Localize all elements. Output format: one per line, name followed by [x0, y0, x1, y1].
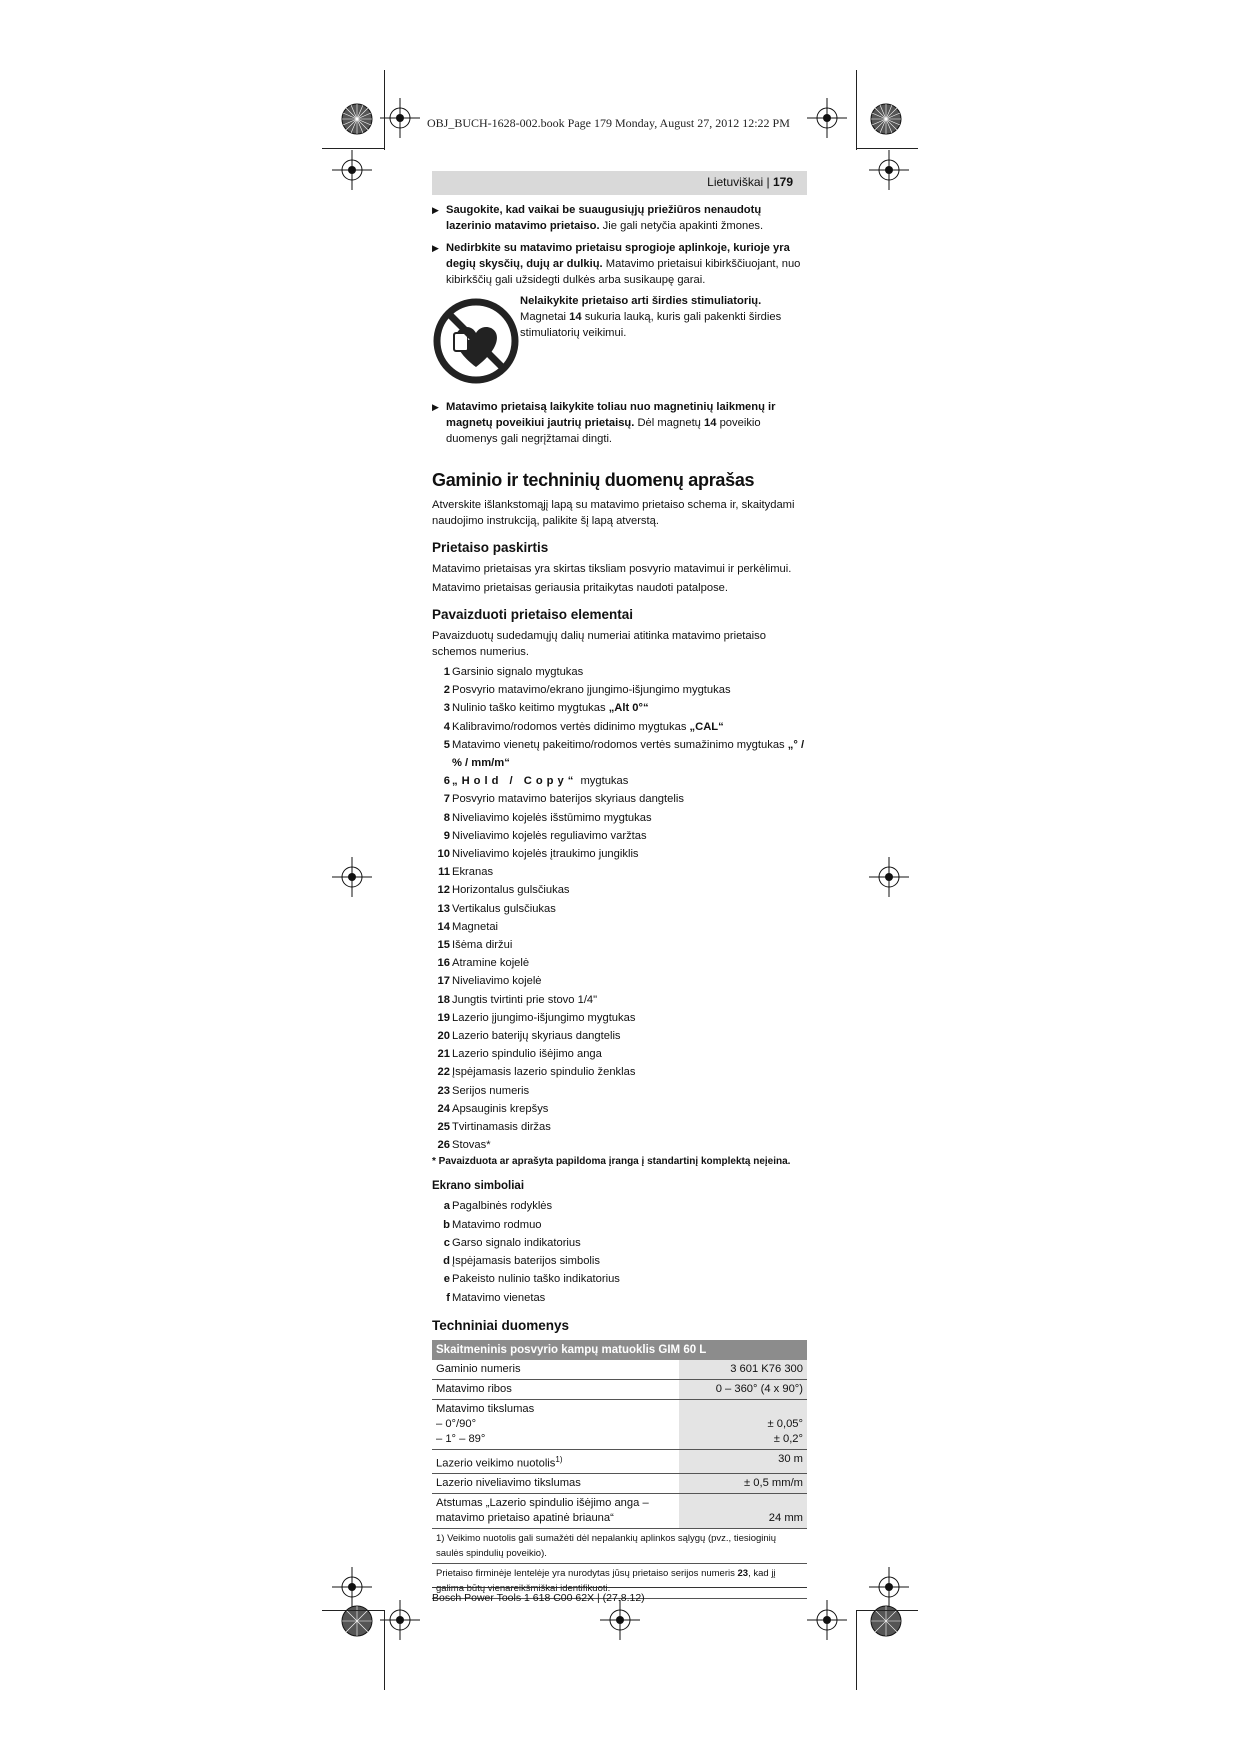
item-text: Pakeisto nulinio taško indikatorius — [452, 1273, 620, 1286]
item-number: 4 — [443, 720, 450, 733]
item-number: 14 — [437, 920, 450, 933]
row-label — [432, 1494, 679, 1529]
crosshair-icon — [332, 857, 372, 897]
item-number: 10 — [437, 848, 450, 861]
item-text: Ekranas — [452, 866, 494, 879]
item-number: 12 — [437, 884, 450, 897]
warning-text: Matavimo prietaisui kibirkščiuojant, nuo kibirkščių gali užsidegti dulkės arba susikaupę garai. — [446, 258, 801, 286]
item-number: 2 — [443, 684, 450, 697]
item-number: 26 — [437, 1139, 450, 1152]
item-text: Matavimo vienetas — [452, 1291, 546, 1304]
note-text: , kad jį galima būtų vienareikšmiškai identifikuoti. — [436, 1568, 776, 1595]
language-label: Lietuviškai — [707, 175, 764, 189]
item-number: b — [443, 1218, 450, 1231]
list-item — [432, 736, 807, 772]
item-number: 6 — [443, 775, 450, 788]
item-number: 20 — [437, 1030, 450, 1043]
warning-item — [432, 240, 807, 288]
print-slug: OBJ_BUCH-1628-002.book Page 179 Monday, August 27, 2012 12:22 PM — [427, 116, 790, 130]
pacemaker-text-post: sukuria lauką, kuris gali pakenkti širdies stimuliatorių veikimui. — [520, 311, 782, 339]
crosshair-icon — [332, 1567, 372, 1607]
trim-line — [856, 70, 857, 150]
display-symbols-list — [432, 1197, 807, 1306]
list-item — [432, 1197, 807, 1215]
item-text: Niveliavimo kojelė — [452, 975, 542, 988]
tech-title: Techniniai duomenys — [432, 1317, 570, 1333]
item-text: Įspėjamasis lazerio spindulio ženklas — [452, 1066, 636, 1079]
item-text: Lazerio spindulio išėjimo anga — [452, 1048, 602, 1061]
item-number: 8 — [443, 811, 450, 824]
item-number: 11 — [438, 866, 450, 879]
crosshair-icon — [869, 150, 909, 190]
item-number: e — [443, 1273, 450, 1286]
item-text: Lazerio įjungimo-išjungimo mygtukas — [452, 1011, 636, 1024]
list-item — [432, 1289, 807, 1307]
list-item — [432, 845, 807, 863]
row-label: Lazerio niveliavimo tikslumas — [432, 1474, 679, 1494]
note-text: Prietaiso firminėje lentelėje yra nurodytas jūsų prietaiso serijos numeris — [436, 1568, 738, 1580]
pacemaker-text — [520, 293, 805, 385]
trim-line — [322, 1610, 384, 1611]
item-text: Atramine kojelė — [452, 957, 530, 970]
table-row — [432, 1474, 807, 1494]
item-text: Niveliavimo kojelės įtraukimo jungiklis — [452, 848, 639, 861]
purpose-title: Prietaiso paskirtis — [432, 540, 549, 555]
item-number: 1 — [443, 666, 450, 678]
purpose-text: Matavimo prietaisas geriausia pritaikytas naudoti patalpose. — [432, 582, 729, 594]
item-text: Išėma diržui — [452, 939, 513, 952]
item-number: c — [443, 1236, 450, 1249]
list-item — [432, 718, 807, 736]
item-number: 15 — [437, 939, 450, 952]
warning-item — [432, 399, 807, 447]
list-item — [432, 772, 807, 790]
warning-item — [432, 202, 807, 234]
section-title: Gaminio ir techninių duomenų aprašas — [432, 470, 755, 490]
item-text: Apsauginis krepšys — [452, 1102, 549, 1115]
item-number: 23 — [437, 1084, 450, 1097]
item-text: Matavimo vienetų pakeitimo/rodomos vertės sumažinimo mygtukas „° / % / mm/m“ — [452, 738, 805, 770]
item-number: 9 — [443, 829, 450, 842]
item-number: d — [443, 1255, 450, 1268]
crosshair-icon — [807, 98, 847, 138]
trim-line — [856, 148, 918, 149]
warning-bold: Saugokite, kad vaikai be suaugusiųjų priežiūros nenaudotų lazerinio matavimo prietaiso. — [446, 204, 762, 232]
item-key-label: „Alt 0°“ — [608, 702, 649, 715]
item-text: Stovas* — [452, 1139, 491, 1152]
list-item — [432, 1063, 807, 1081]
list-item — [432, 790, 807, 808]
item-number: 25 — [437, 1121, 450, 1134]
item-number: 3 — [443, 702, 450, 715]
item-text: Jungtis tvirtinti prie stovo 1/4" — [452, 993, 598, 1006]
section-intro: Atverskite išlankstomąjį lapą su matavimo prietaiso schema ir, skaitydami naudojimo instrukciją, palikite šį lapą atverstą. — [432, 499, 795, 527]
list-item — [432, 1100, 807, 1118]
item-text: Magnetai — [452, 920, 499, 933]
row-value — [679, 1399, 807, 1449]
row-label-line: Atstumas „Lazerio spindulio išėjimo anga – — [436, 1497, 649, 1510]
item-text: Pagalbinės rodyklės — [452, 1200, 553, 1213]
item-number: 17 — [437, 975, 450, 988]
trim-line — [856, 1610, 857, 1690]
list-item — [432, 900, 807, 918]
item-text: Posvyrio matavimo/ekrano įjungimo-išjungimo mygtukas — [452, 684, 731, 697]
item-text: Niveliavimo kojelės išstūmimo mygtukas — [452, 811, 652, 824]
pacemaker-text-pre: Magnetai — [520, 311, 570, 323]
table-row — [432, 1379, 807, 1399]
item-text: „Hold / Copy“ mygtukas — [452, 775, 629, 788]
item-key-label: „Hold / Copy“ — [452, 775, 578, 788]
page-header — [432, 171, 807, 195]
content-column — [432, 202, 807, 1599]
ref-number: 14 — [704, 417, 717, 429]
list-item — [432, 991, 807, 1009]
list-item — [432, 1118, 807, 1136]
table-row — [432, 1449, 807, 1474]
warning-text: Dėl magnetų — [634, 417, 705, 429]
bullet-triangle-icon: ▶ — [432, 205, 439, 215]
footnote: * Pavaizduota ar aprašyta papildoma įranga į standartinį komplektą neįeina. — [432, 1156, 791, 1168]
list-item — [432, 863, 807, 881]
list-item — [432, 954, 807, 972]
crosshair-icon — [869, 1567, 909, 1607]
crosshair-icon — [600, 1600, 640, 1640]
list-item — [432, 1252, 807, 1270]
item-text: Posvyrio matavimo baterijos skyriaus dangtelis — [452, 793, 684, 806]
trim-line — [384, 70, 385, 150]
row-value: 3 601 K76 300 — [679, 1360, 807, 1380]
bullet-triangle-icon: ▶ — [432, 402, 439, 412]
trim-line — [322, 148, 384, 149]
header-separator: | — [763, 175, 773, 189]
table-note: 1) Veikimo nuotolis gali sumažėti dėl nepalankių aplinkos sąlygų (pvz., tiesioginių saulės spindulių poveikio). — [432, 1529, 807, 1564]
item-text: Lazerio baterijų skyriaus dangtelis — [452, 1030, 621, 1043]
item-number: 16 — [437, 957, 450, 970]
item-text: Serijos numeris — [452, 1084, 530, 1097]
item-text: Garsinio signalo mygtukas — [452, 666, 584, 678]
row-value: 30 m — [679, 1449, 807, 1474]
table-note-row — [432, 1529, 807, 1564]
footnote-ref: 1) — [555, 1454, 563, 1464]
item-number: 5 — [443, 738, 450, 751]
list-item — [432, 1270, 807, 1288]
row-label — [432, 1399, 679, 1449]
crosshair-icon — [380, 1600, 420, 1640]
tech-table — [432, 1340, 807, 1600]
bullet-triangle-icon: ▶ — [432, 243, 439, 253]
ref-number: 14 — [569, 311, 582, 323]
row-label: Matavimo ribos — [432, 1379, 679, 1399]
list-item — [432, 881, 807, 899]
warning-bold: Nedirbkite su matavimo prietaisu sprogioje aplinkoje, kurioje yra degių skysčių, dujų ar dulkių. — [446, 242, 790, 270]
pacemaker-warning — [432, 293, 807, 385]
list-item — [432, 1234, 807, 1252]
row-label-line: matavimo prietaiso apatinė briauna“ — [436, 1512, 614, 1525]
item-number: 13 — [437, 902, 450, 915]
list-item — [432, 1027, 807, 1045]
row-value-line: 24 mm — [768, 1512, 803, 1525]
row-label-line: Matavimo tikslumas — [436, 1402, 535, 1415]
item-number: 24 — [437, 1102, 450, 1115]
crosshair-icon — [380, 98, 420, 138]
components-list — [432, 663, 807, 1154]
row-label — [432, 1449, 679, 1474]
registration-target-icon — [869, 102, 903, 136]
list-item — [432, 699, 807, 717]
purpose-text: Matavimo prietaisas yra skirtas tiksliam posvyrio matavimui ir perkėlimui. — [432, 563, 792, 575]
item-text: Vertikalus gulsčiukas — [452, 902, 556, 915]
item-number: a — [443, 1200, 450, 1213]
item-number: 18 — [437, 993, 450, 1006]
components-title: Pavaizduoti prietaiso elementai — [432, 607, 634, 622]
display-symbols-title: Ekrano simboliai — [432, 1180, 525, 1193]
list-item — [432, 972, 807, 990]
item-key-label: „° / % / mm/m“ — [452, 738, 805, 770]
page-number: 179 — [772, 175, 793, 189]
item-text: Kalibravimo/rodomos vertės didinimo mygtukas „CAL“ — [452, 720, 724, 733]
list-item — [432, 1082, 807, 1100]
item-number: 21 — [437, 1048, 450, 1061]
row-value — [679, 1494, 807, 1529]
list-item — [432, 663, 807, 681]
item-number: 22 — [437, 1066, 450, 1079]
row-value: ± 0,5 mm/m — [679, 1474, 807, 1494]
warning-text: Jie gali netyčia apakinti žmones. — [599, 220, 764, 232]
page-header-label — [707, 175, 793, 189]
item-text: Garso signalo indikatorius — [452, 1236, 581, 1249]
item-number: 19 — [437, 1011, 450, 1024]
table-row — [432, 1399, 807, 1449]
page-footer: Bosch Power Tools 1 618 C00 62X | (27.8.12) — [432, 1587, 807, 1604]
list-item — [432, 809, 807, 827]
tech-table-header: Skaitmeninis posvyrio kampų matuoklis GIM 60 L — [432, 1340, 807, 1360]
row-label-line: – 1° – 89° — [436, 1432, 486, 1445]
row-value-line: ± 0,05° — [767, 1417, 803, 1430]
no-pacemaker-icon — [432, 297, 520, 385]
list-item — [432, 1136, 807, 1154]
registration-target-icon — [340, 102, 374, 136]
item-text: Tvirtinamasis diržas — [452, 1121, 551, 1134]
list-item — [432, 936, 807, 954]
list-item — [432, 918, 807, 936]
crosshair-icon — [332, 150, 372, 190]
trim-line — [856, 1610, 918, 1611]
item-text: Horizontalus gulsčiukas — [452, 884, 570, 897]
item-text: Įspėjamasis baterijos simbolis — [452, 1255, 600, 1268]
list-item — [432, 1009, 807, 1027]
item-text: Niveliavimo kojelės reguliavimo varžtas — [452, 829, 647, 842]
list-item — [432, 1045, 807, 1063]
components-intro: Pavaizduotų sudedamųjų dalių numeriai atitinka matavimo prietaiso schemos numerius. — [432, 630, 766, 658]
table-row — [432, 1494, 807, 1529]
item-number: 7 — [443, 793, 450, 806]
item-number: f — [446, 1291, 450, 1304]
item-text: Matavimo rodmuo — [452, 1218, 542, 1231]
pacemaker-bold: Nelaikykite prietaiso arti širdies stimuliatorių. — [520, 295, 762, 307]
list-item — [432, 1216, 807, 1234]
warning-bold: Matavimo prietaisą laikykite toliau nuo magnetinių laikmenų ir magnetų poveikiui jautrių prietaisų. — [446, 401, 776, 429]
row-label-text: Lazerio veikimo nuotolis — [436, 1457, 556, 1470]
ref-number: 23 — [737, 1568, 749, 1580]
row-label: Gaminio numeris — [432, 1360, 679, 1380]
row-value-line: ± 0,2° — [773, 1432, 803, 1445]
list-item — [432, 827, 807, 845]
warning-text: poveikio duomenys gali negrįžtamai dingti. — [446, 417, 761, 445]
trim-line — [384, 1610, 385, 1690]
item-text: Nulinio taško keitimo mygtukas „Alt 0°“ — [452, 702, 649, 715]
list-item — [432, 681, 807, 699]
row-value: 0 – 360° (4 x 90°) — [679, 1379, 807, 1399]
table-row — [432, 1360, 807, 1380]
crosshair-icon — [807, 1600, 847, 1640]
row-label-line: – 0°/90° — [436, 1417, 477, 1430]
item-key-label: „CAL“ — [689, 720, 724, 733]
crosshair-icon — [869, 857, 909, 897]
